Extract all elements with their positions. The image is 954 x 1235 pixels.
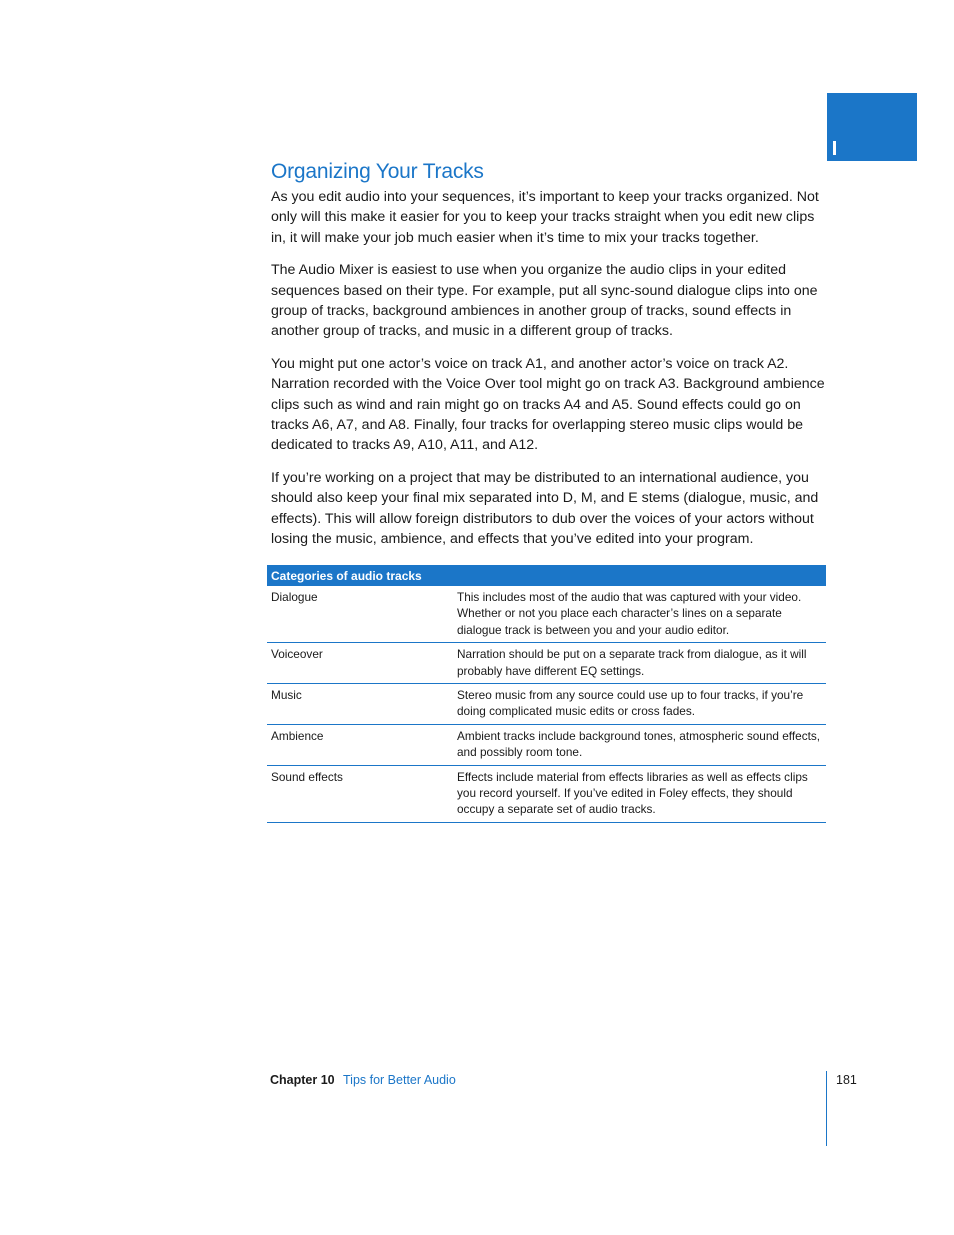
description-cell: Stereo music from any source could use up to four tracks, if you’re doing complicated music edits or cross fades.: [453, 684, 826, 725]
paragraph: As you edit audio into your sequences, it’s important to keep your tracks organized. Not only will this make it easier for you to keep your tracks straight when you edit new clips in, it will make your job much easier when it’s time to mix your tracks together.: [271, 189, 819, 246]
chapter-tab-mark: [833, 141, 836, 155]
footer-chapter-title: Tips for Better Audio: [343, 1073, 456, 1087]
table-row: [267, 586, 826, 643]
table-row: [267, 643, 826, 684]
table-header: Categories of audio tracks: [267, 565, 826, 586]
body-text: [271, 187, 827, 562]
page-number: 181: [836, 1073, 857, 1087]
footer-chapter-label: Chapter 10: [270, 1073, 335, 1087]
paragraph: You might put one actor’s voice on track A1, and another actor’s voice on track A2. Narration recorded with the Voice Over tool might go on track A3. Background ambience clips such as wind and rain might go on tracks A4 and A5. Sound effects could go on tracks A6, A7, and A8. Finally, four tracks for overlapping stereo music clips would be dedicated to tracks A9, A10, A11, and A12.: [271, 355, 825, 454]
chapter-tab: [827, 93, 917, 161]
category-cell: Dialogue: [267, 586, 453, 643]
description-cell: Ambient tracks include background tones, atmospheric sound effects, and possibly room tone.: [453, 724, 826, 765]
section-title: Organizing Your Tracks: [271, 160, 484, 183]
category-cell: Voiceover: [267, 643, 453, 684]
paragraph: The Audio Mixer is easiest to use when you organize the audio clips in your edited sequences based on their type. For example, put all sync-sound dialogue clips into one group of tracks, background ambiences in another group of tracks, sound effects in another group of tracks, and music in a different group of tracks.: [271, 262, 818, 340]
description-cell: Effects include material from effects libraries as well as effects clips you record yourself. If you’ve edited in Foley effects, they should occupy a separate set of audio tracks.: [453, 765, 826, 822]
paragraph: If you’re working on a project that may be distributed to an international audience, you should also keep your final mix separated into D, M, and E stems (dialogue, music, and effects). This will allow foreign distributors to dub over the voices of your actors without losing the music, ambience, and effects that you’ve edited into your program.: [271, 469, 819, 548]
table-row: [267, 765, 826, 822]
audio-tracks-table: [267, 565, 826, 823]
description-cell: Narration should be put on a separate track from dialogue, as it will probably have different EQ settings.: [453, 643, 826, 684]
description-cell: This includes most of the audio that was captured with your video. Whether or not you place each character’s lines on a separate dialogue track is between you and your audio editor.: [453, 586, 826, 643]
category-cell: Ambience: [267, 724, 453, 765]
table-row: [267, 724, 826, 765]
table-row: [267, 684, 826, 725]
category-cell: Music: [267, 684, 453, 725]
category-cell: Sound effects: [267, 765, 453, 822]
footer-divider: [826, 1071, 827, 1146]
